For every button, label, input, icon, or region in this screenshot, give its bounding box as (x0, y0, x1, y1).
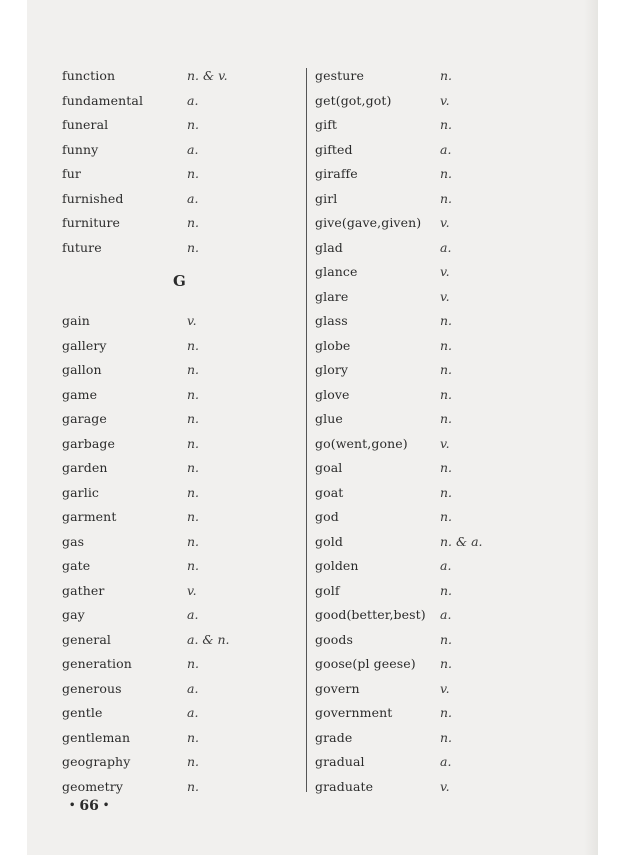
entry-row (62, 554, 302, 579)
entry-word: goods (315, 631, 353, 647)
entry-word: general (62, 631, 111, 647)
entry-word: glove (315, 386, 350, 402)
entry-part-of-speech: n. (440, 411, 453, 426)
left-entries-f (62, 64, 302, 260)
entry-word: glare (315, 288, 349, 304)
entry-row (315, 530, 575, 555)
entry-word: fur (62, 166, 81, 181)
entry-part-of-speech: n. (187, 215, 200, 230)
entry-word: geometry (62, 778, 124, 794)
entry-row (62, 652, 302, 677)
entry-word: girl (315, 190, 338, 206)
entry-part-of-speech: a. & n. (187, 631, 230, 647)
entry-part-of-speech: n. (187, 411, 200, 426)
entry-part-of-speech: a. (187, 141, 199, 157)
entry-word: gate (62, 558, 91, 573)
entry-row (62, 89, 302, 114)
entry-row (315, 64, 575, 89)
entry-part-of-speech: n. (440, 190, 453, 206)
entry-row (62, 113, 302, 138)
entry-part-of-speech: n. (440, 68, 453, 83)
entry-part-of-speech: v. (440, 288, 450, 304)
entry-word: gifted (315, 141, 353, 157)
entry-row (62, 726, 302, 751)
entry-row (315, 162, 575, 187)
entry-row (62, 579, 302, 604)
entry-row (62, 603, 302, 628)
entry-part-of-speech: v. (440, 92, 450, 108)
entry-part-of-speech: n. (440, 337, 453, 353)
entry-word: garment (62, 509, 117, 524)
entry-row (315, 211, 575, 236)
entry-row (315, 456, 575, 481)
entry-word: funeral (62, 117, 109, 132)
entry-part-of-speech: v. (440, 435, 450, 451)
entry-word: golden (315, 558, 359, 573)
entry-part-of-speech: n. (187, 729, 200, 745)
entry-word: gesture (315, 68, 364, 83)
entry-word: graduate (315, 778, 374, 794)
entry-row (315, 285, 575, 310)
page-number (65, 798, 113, 814)
entry-word: gather (62, 582, 105, 598)
entry-row (62, 407, 302, 432)
entry-row (62, 187, 302, 212)
entry-row (315, 603, 575, 628)
entry-part-of-speech: n. (187, 509, 200, 524)
entry-part-of-speech: n. (440, 729, 453, 745)
right-column (315, 64, 575, 799)
entry-part-of-speech: n. (187, 558, 200, 573)
entry-row (315, 677, 575, 702)
entry-row (62, 432, 302, 457)
entry-part-of-speech: a. (440, 607, 452, 622)
entry-row (315, 505, 575, 530)
entry-part-of-speech: v. (440, 215, 450, 230)
entry-row (315, 407, 575, 432)
entry-part-of-speech: n. (187, 117, 200, 132)
entry-part-of-speech: a. (187, 680, 199, 696)
entry-part-of-speech: a. (440, 754, 452, 769)
entry-row (315, 554, 575, 579)
dot-right: • (102, 800, 110, 811)
entry-word: give(gave,given) (315, 215, 422, 230)
entry-word: gentle (62, 705, 103, 720)
entry-row (62, 358, 302, 383)
entry-part-of-speech: n. (187, 166, 200, 181)
entry-word: gain (62, 313, 90, 328)
entry-word: generous (62, 680, 122, 696)
entry-part-of-speech: v. (187, 313, 197, 328)
entry-part-of-speech: n. (440, 631, 453, 647)
entry-word: generation (62, 656, 132, 671)
entry-part-of-speech: n. (187, 386, 200, 402)
entry-word: goat (315, 484, 344, 500)
entry-word: gentleman (62, 729, 131, 745)
entry-row (315, 481, 575, 506)
entry-part-of-speech: n. (440, 313, 453, 328)
entry-row (315, 358, 575, 383)
entry-word: gallery (62, 337, 107, 353)
entry-row (62, 750, 302, 775)
entry-row (315, 89, 575, 114)
entry-word: gas (62, 533, 85, 549)
entry-part-of-speech: a. (187, 190, 199, 206)
entry-part-of-speech: a. (187, 705, 199, 720)
entry-part-of-speech: v. (440, 778, 450, 794)
entry-row (62, 211, 302, 236)
entry-word: game (62, 386, 98, 402)
entry-part-of-speech: n. (187, 362, 200, 377)
entry-word: govern (315, 680, 360, 696)
entry-row (62, 505, 302, 530)
entry-row (62, 677, 302, 702)
entry-row (315, 701, 575, 726)
entry-word: glad (315, 239, 343, 255)
entry-word: funny (62, 141, 99, 157)
entry-row (315, 579, 575, 604)
entry-part-of-speech: n. (440, 484, 453, 500)
entry-word: glance (315, 264, 358, 279)
entry-row (315, 775, 575, 800)
entry-word: giraffe (315, 166, 358, 181)
entry-word: government (315, 705, 393, 720)
entry-part-of-speech: n. (187, 460, 200, 475)
entry-row (315, 383, 575, 408)
entry-part-of-speech: n. (440, 362, 453, 377)
entry-word: garbage (62, 435, 115, 451)
entry-part-of-speech: n. (187, 754, 200, 769)
entry-part-of-speech: n. (187, 778, 200, 794)
entry-word: go(went,gone) (315, 435, 408, 451)
entry-word: garlic (62, 484, 100, 500)
entry-row (315, 334, 575, 359)
entry-part-of-speech: a. (440, 141, 452, 157)
entry-word: grade (315, 729, 353, 745)
entry-word: furnished (62, 190, 124, 206)
entry-word: golf (315, 582, 340, 598)
entry-part-of-speech: n. (440, 386, 453, 402)
entry-row (62, 309, 302, 334)
entry-part-of-speech: a. (440, 239, 452, 255)
entry-row (315, 432, 575, 457)
entry-part-of-speech: n. & v. (187, 68, 228, 83)
entry-row (62, 701, 302, 726)
entry-part-of-speech: a. (187, 607, 199, 622)
entry-part-of-speech: v. (440, 680, 450, 696)
entry-part-of-speech: n. & a. (440, 533, 483, 549)
entry-word: furniture (62, 215, 121, 230)
dictionary-page (27, 0, 598, 855)
entry-word: garden (62, 460, 108, 475)
entry-word: gift (315, 117, 338, 132)
entry-part-of-speech: n. (440, 656, 453, 671)
entry-row (62, 456, 302, 481)
entry-part-of-speech: a. (187, 92, 199, 108)
entry-row (62, 334, 302, 359)
entry-part-of-speech: n. (187, 656, 200, 671)
right-entries (315, 64, 575, 799)
entry-word: glory (315, 362, 349, 377)
entry-word: get(got,got) (315, 92, 392, 108)
entry-row (62, 162, 302, 187)
entry-word: future (62, 239, 102, 255)
entry-part-of-speech: n. (440, 509, 453, 524)
entry-row (315, 187, 575, 212)
entry-word: gradual (315, 754, 365, 769)
entry-part-of-speech: n. (440, 460, 453, 475)
entry-part-of-speech: n. (440, 166, 453, 181)
entry-part-of-speech: n. (187, 337, 200, 353)
entry-part-of-speech: n. (187, 533, 200, 549)
entry-row (315, 628, 575, 653)
entry-word: function (62, 68, 116, 83)
column-divider (306, 68, 307, 792)
entry-word: gold (315, 533, 343, 549)
entry-part-of-speech: v. (187, 582, 197, 598)
entry-word: god (315, 509, 339, 524)
entry-part-of-speech: n. (440, 582, 453, 598)
entry-part-of-speech: n. (187, 239, 200, 255)
entry-row (315, 750, 575, 775)
entry-row (62, 236, 302, 261)
left-entries-g (62, 309, 302, 799)
page-number-text: 66 (79, 798, 99, 814)
entry-row (62, 481, 302, 506)
entry-row (62, 64, 302, 89)
entry-row (62, 383, 302, 408)
entry-word: garage (62, 411, 107, 426)
entry-row (62, 138, 302, 163)
entry-part-of-speech: v. (440, 264, 450, 279)
entry-part-of-speech: n. (187, 484, 200, 500)
entry-row (315, 260, 575, 285)
entry-row (315, 138, 575, 163)
entry-word: gallon (62, 362, 102, 377)
letter-heading: G (173, 272, 186, 290)
entry-word: glass (315, 313, 348, 328)
entry-row (315, 652, 575, 677)
entry-word: geography (62, 754, 131, 769)
entry-row (315, 726, 575, 751)
entry-word: goose(pl geese) (315, 656, 416, 671)
entry-word: gay (62, 607, 85, 622)
entry-word: good(better,best) (315, 607, 426, 622)
entry-part-of-speech: n. (440, 705, 453, 720)
entry-word: glue (315, 411, 343, 426)
entry-word: goal (315, 460, 343, 475)
entry-word: fundamental (62, 92, 144, 108)
left-column (62, 64, 302, 799)
entry-row (315, 236, 575, 261)
entry-part-of-speech: n. (187, 435, 200, 451)
entry-part-of-speech: a. (440, 558, 452, 573)
entry-row (62, 775, 302, 800)
entry-row (315, 309, 575, 334)
entry-row (315, 113, 575, 138)
entry-row (62, 530, 302, 555)
entry-row (62, 628, 302, 653)
entry-part-of-speech: n. (440, 117, 453, 132)
entry-word: globe (315, 337, 351, 353)
dot-left: • (69, 800, 76, 811)
